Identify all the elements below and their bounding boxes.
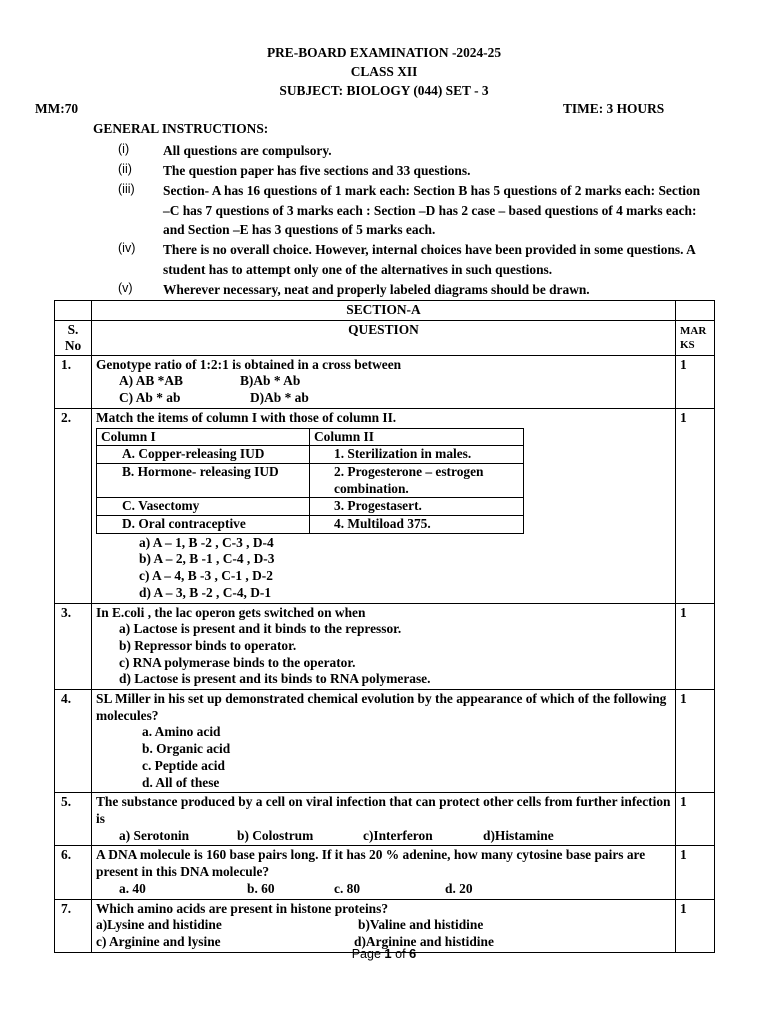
exam-title: PRE-BOARD EXAMINATION -2024-25: [266, 45, 502, 60]
match-item: 1. Sterilization in males.: [310, 446, 524, 464]
match-header: Column II: [310, 428, 524, 446]
time-allowed: TIME: 3 HOURS: [563, 101, 665, 116]
question-row: [55, 846, 715, 899]
match-table: [96, 428, 524, 534]
class-name: CLASS XII: [350, 64, 418, 79]
option: c. 80: [334, 880, 361, 896]
instruction-number: (ii): [118, 162, 132, 176]
question-cell: [92, 408, 676, 603]
match-item: A. Copper-releasing IUD: [97, 446, 310, 464]
question-marks: 1: [676, 408, 715, 603]
question-text: A DNA molecule is 160 base pairs long. If it has 20 % adenine, how many cytosine base pairs are present in this DNA molecule?: [96, 847, 646, 880]
instruction-text: All questions are compulsory.: [163, 143, 332, 158]
page-current: 1: [384, 946, 392, 961]
question-cell: [92, 690, 676, 793]
option: d. 20: [445, 880, 473, 896]
option: c)Interferon: [363, 827, 433, 843]
option: a) Lactose is present and it binds to the repressor.: [119, 621, 402, 637]
column-header-marks: MAR KS: [676, 320, 715, 355]
column-header-question: QUESTION: [92, 320, 676, 355]
instruction-number: (iv): [118, 241, 136, 255]
instruction-text: Section- A has 16 questions of 1 mark each: Section B has 5 questions of 2 marks each: Section –C has 7 questions of 3 marks each : Section –D has 2 case – based questions of 4 marks each: and Section –E has 3 questions of 5 marks each.: [163, 183, 701, 237]
question-marks: 1: [676, 690, 715, 793]
option: b)Valine and histidine: [358, 917, 484, 933]
option: a) Serotonin: [119, 827, 190, 843]
question-text: Which amino acids are present in histone proteins?: [96, 900, 389, 916]
option: a. 40: [119, 880, 146, 896]
option: d) Lactose is present and its binds to RNA polymerase.: [119, 671, 431, 687]
question-row: [55, 603, 715, 690]
option: b. 60: [247, 880, 275, 896]
match-item: 4. Multiload 375.: [310, 516, 524, 534]
instructions-title: GENERAL INSTRUCTIONS:: [93, 121, 269, 136]
question-cell: [92, 355, 676, 408]
option: d)Histamine: [483, 827, 554, 843]
option: A) AB *AB: [119, 373, 183, 389]
question-number: 1.: [55, 355, 92, 408]
match-item: C. Vasectomy: [97, 498, 310, 516]
question-marks: 1: [676, 355, 715, 408]
option: b) Repressor binds to operator.: [119, 637, 297, 653]
match-item: B. Hormone- releasing IUD: [97, 463, 310, 497]
blank-cell: [676, 301, 715, 321]
question-text: Match the items of column I with those of column II.: [96, 409, 397, 425]
instruction-text: The question paper has five sections and 33 questions.: [163, 163, 471, 178]
question-number: 7.: [55, 899, 92, 952]
subject-line: SUBJECT: BIOLOGY (044) SET - 3: [279, 83, 489, 98]
question-number: 3.: [55, 603, 92, 690]
question-marks: 1: [676, 793, 715, 846]
column-header-sno: S. No: [55, 320, 92, 355]
instruction-number: (i): [118, 142, 130, 156]
blank-cell: [55, 301, 92, 321]
option: C) Ab * ab: [119, 390, 181, 406]
match-item: 3. Progestasert.: [310, 498, 524, 516]
question-row: [55, 899, 715, 952]
question-cell: [92, 846, 676, 899]
option: a. Amino acid: [142, 724, 221, 740]
question-row: [55, 690, 715, 793]
section-title: SECTION-A: [92, 301, 676, 321]
page-word: Page: [351, 947, 381, 961]
question-text: Genotype ratio of 1:2:1 is obtained in a cross between: [96, 356, 402, 372]
match-header: Column I: [97, 428, 310, 446]
question-cell: [92, 603, 676, 690]
question-cell: [92, 793, 676, 846]
question-text: In E.coli , the lac operon gets switched on when: [96, 604, 366, 620]
instruction-number: (v): [118, 281, 133, 295]
option: c) Arginine and lysine: [96, 933, 221, 949]
option: b) Colostrum: [237, 827, 314, 843]
option: a) A – 1, B -2 , C-3 , D-4: [139, 534, 274, 550]
question-marks: 1: [676, 603, 715, 690]
question-number: 5.: [55, 793, 92, 846]
option: d. All of these: [142, 774, 220, 790]
question-row: [55, 793, 715, 846]
match-item: D. Oral contraceptive: [97, 516, 310, 534]
question-marks: 1: [676, 899, 715, 952]
question-cell: [92, 899, 676, 952]
question-row: [55, 355, 715, 408]
option: D)Ab * ab: [250, 390, 309, 406]
question-number: 6.: [55, 846, 92, 899]
instruction-text: Wherever necessary, neat and properly labeled diagrams should be drawn.: [163, 282, 590, 297]
question-text: The substance produced by a cell on viral infection that can protect other cells from further infection is: [96, 794, 671, 826]
match-item: 2. Progesterone – estrogen combination.: [310, 463, 524, 497]
option: c) RNA polymerase binds to the operator.: [119, 654, 356, 670]
question-number: 2.: [55, 408, 92, 603]
question-text: SL Miller in his set up demonstrated chemical evolution by the appearance of which of the following molecules?: [96, 691, 667, 723]
option: c. Peptide acid: [142, 757, 225, 773]
option: b. Organic acid: [142, 741, 231, 757]
question-number: 4.: [55, 690, 92, 793]
option: a)Lysine and histidine: [96, 917, 222, 933]
max-marks: MM:70: [35, 101, 79, 116]
question-row: [55, 408, 715, 603]
option: c) A – 4, B -3 , C-1 , D-2: [139, 568, 273, 584]
option: d) A – 3, B -2 , C-4, D-1: [139, 584, 272, 600]
option: B)Ab * Ab: [240, 373, 301, 389]
page-footer: [0, 946, 768, 961]
of-word: of: [395, 947, 406, 961]
page-total: 6: [409, 946, 417, 961]
instruction-number: (iii): [118, 182, 135, 196]
option: d)Arginine and histidine: [354, 933, 494, 949]
instruction-text: There is no overall choice. However, internal choices have been provided in some questions. A student has to attempt only one of the alternatives in such questions.: [163, 242, 696, 277]
questions-table: [54, 300, 715, 953]
question-marks: 1: [676, 846, 715, 899]
option: b) A – 2, B -1 , C-4 , D-3: [139, 551, 275, 567]
